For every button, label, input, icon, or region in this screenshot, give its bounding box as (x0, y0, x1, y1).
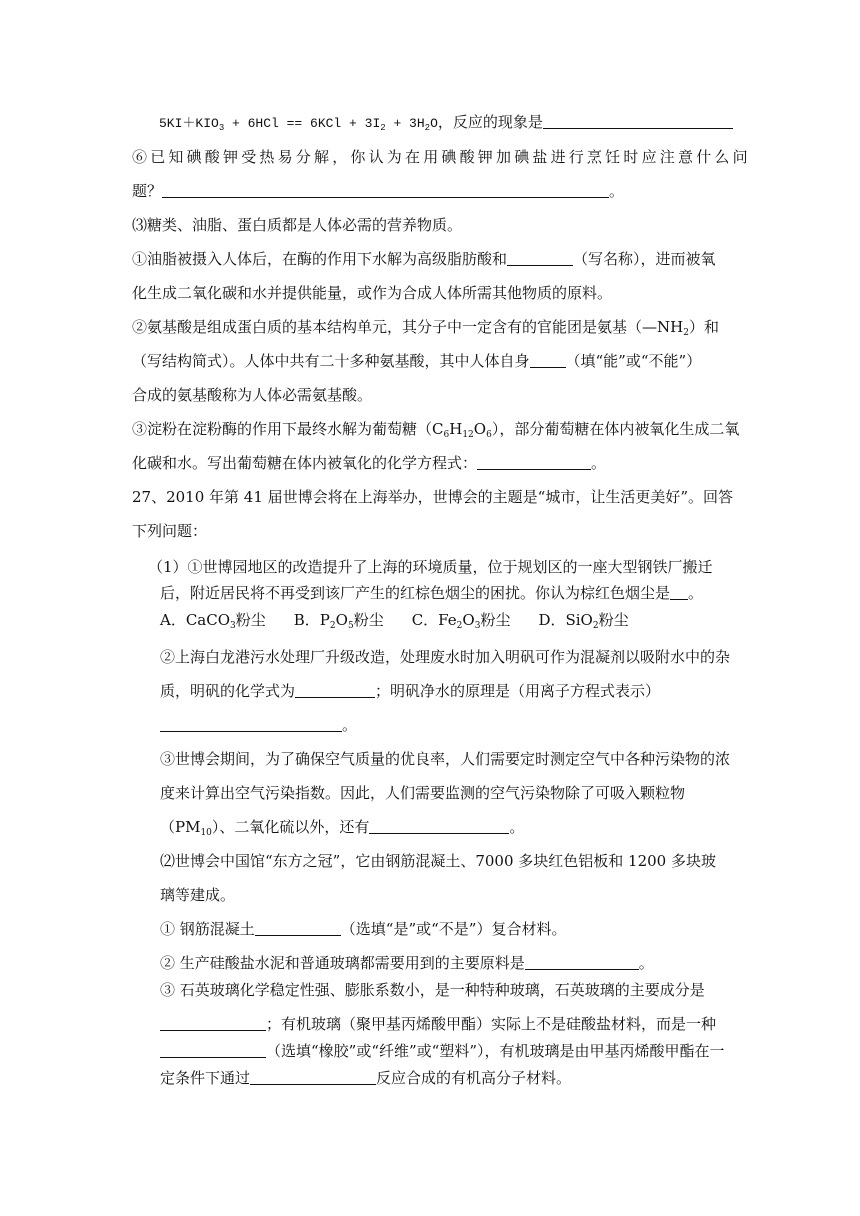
q27-2-line1: ②上海白龙港污水处理厂升级改造，处理废水时加入明矾可作为混凝剂以吸附水中的杂 (160, 648, 731, 666)
answer-blank[interactable] (295, 682, 375, 698)
answer-blank[interactable] (477, 454, 591, 470)
section-3-title: ⑶糖类、油脂、蛋白质都是人体必需的营养物质。 (132, 216, 463, 234)
q27-2-1-line: ① 钢筋混凝土 （选填“是”或“不是”）复合材料。 (160, 920, 567, 938)
q3-1-line2: 化生成二氧化碳和水并提供能量，或作为合成人体所需其他物质的原料。 (132, 284, 613, 302)
q27-2-line3: 。 (160, 715, 357, 735)
q27-1-line1: （1）①世博园地区的改造提升了上海的环境质量，位于规划区的一座大型钢铁厂搬迁 (148, 558, 713, 576)
q3-3-line1: ③淀粉在淀粉酶的作用下最终水解为葡萄糖$(C_6H_{12}O_6)$，部分葡萄糖在体内被氧化生成二氧 (132, 420, 740, 440)
q27-1-line2: 后，附近居民将不再受到该厂产生的红棕色烟尘的困扰。你认为棕红色烟尘是 。 (160, 584, 704, 602)
question-6-line1: ⑥已知碘酸钾受热易分解，你认为在用碘酸钾加碘盐进行烹饪时应注意什么问 (132, 148, 751, 166)
option-d[interactable]: D．SiO$_2$粉尘 (538, 611, 629, 631)
answer-blank[interactable] (507, 250, 573, 266)
option-a[interactable]: A．CaCO$_3$粉尘 (160, 611, 266, 631)
q27-3-line2: 度来计算出空气污染指数。因此，人们需要监测的空气污染物除了可吸入颗粒物 (160, 784, 686, 802)
answer-blank[interactable] (670, 584, 688, 600)
answer-blank[interactable] (160, 716, 342, 732)
options-line (160, 610, 657, 630)
q3-2-line2: （写结构简式）。人体中共有二十多种氨基酸，其中人体自身 （填“能”或“不能”） (132, 352, 702, 370)
answer-blank[interactable] (369, 818, 509, 834)
question-27-line2: 下列问题： (132, 522, 208, 540)
q27-3-line1: ③世博会期间，为了确保空气质量的优良率，人们需要定时测定空气中各种污染物的浓 (160, 750, 731, 768)
q27-2-3-line4: 定条件下通过 反应合成的有机高分子材料。 (160, 1069, 572, 1087)
q3-2-line1: ②氨基酸是组成蛋白质的基本结构单元，其分子中一定含有的官能团是氨基$(—NH_2)$和 (132, 318, 719, 338)
q3-3-line2: 化碳和水。写出葡萄糖在体内被氧化的化学方程式： 。 (132, 454, 607, 472)
option-c[interactable]: C．$Fe_2O_3$粉尘 (411, 611, 511, 631)
equation-line: $5KI+KIO_3 + 6HCl == 6KCl + 3I_2 + 3H_2O$，反应的现象是 (159, 112, 733, 134)
q27-2-line2: 质，明矾的化学式为 ；明矾净水的原理是（用离子方程式表示） (160, 682, 661, 700)
answer-blank[interactable] (250, 1069, 376, 1085)
q27-2-2-line: ② 生产硅酸盐水泥和普通玻璃都需要用到的主要原料是 。 (160, 954, 654, 972)
q27-2-3-line1: ③ 石英玻璃化学稳定性强、膨胀系数小，是一种特种玻璃，石英玻璃的主要成分是 (160, 981, 705, 999)
answer-blank[interactable] (160, 1015, 266, 1031)
q27-2-3-line2: ；有机玻璃（聚甲基丙烯酸甲酯）实际上不是硅酸盐材料，而是一种 (160, 1014, 716, 1034)
q3-1-line1: ①油脂被摄入人体后，在酶的作用下水解为高级脂肪酸和 （写名称），进而被氧 (132, 250, 716, 268)
q27-part2-line2: 璃等建成。 (160, 886, 236, 904)
equation-text: $5KI+KIO_3 + 6HCl == 6KCl + 3I_2 + 3H_2O$ (159, 116, 438, 133)
answer-blank[interactable] (255, 920, 341, 936)
q27-part2-line1: ⑵世博会中国馆“东方之冠”，它由钢筋混凝土、7000 多块红色铝板和 1200 多块玻 (160, 852, 716, 870)
answer-blank[interactable] (525, 954, 639, 970)
answer-blank[interactable] (162, 182, 609, 198)
q3-2-line3: 合成的氨基酸称为人体必需氨基酸。 (132, 386, 373, 404)
q27-3-line3: $(PM_{10})$、二氧化硫以外，还有 。 (160, 818, 525, 838)
answer-blank[interactable] (160, 1042, 266, 1058)
answer-blank[interactable] (530, 352, 566, 368)
option-b[interactable]: B．$P_2O_5$粉尘 (293, 611, 384, 631)
q27-2-3-line3: （选填“橡胶”或“纤维”或“塑料”），有机玻璃是由甲基丙烯酸甲酯在一 (160, 1041, 725, 1061)
question-6-line2: 题？ 。 (132, 182, 625, 200)
question-27-line1: 27、2010 年第 41 届世博会将在上海举办，世博会的主题是“城市，让生活更美好”。回答 (132, 488, 733, 506)
answer-blank[interactable] (543, 113, 733, 129)
